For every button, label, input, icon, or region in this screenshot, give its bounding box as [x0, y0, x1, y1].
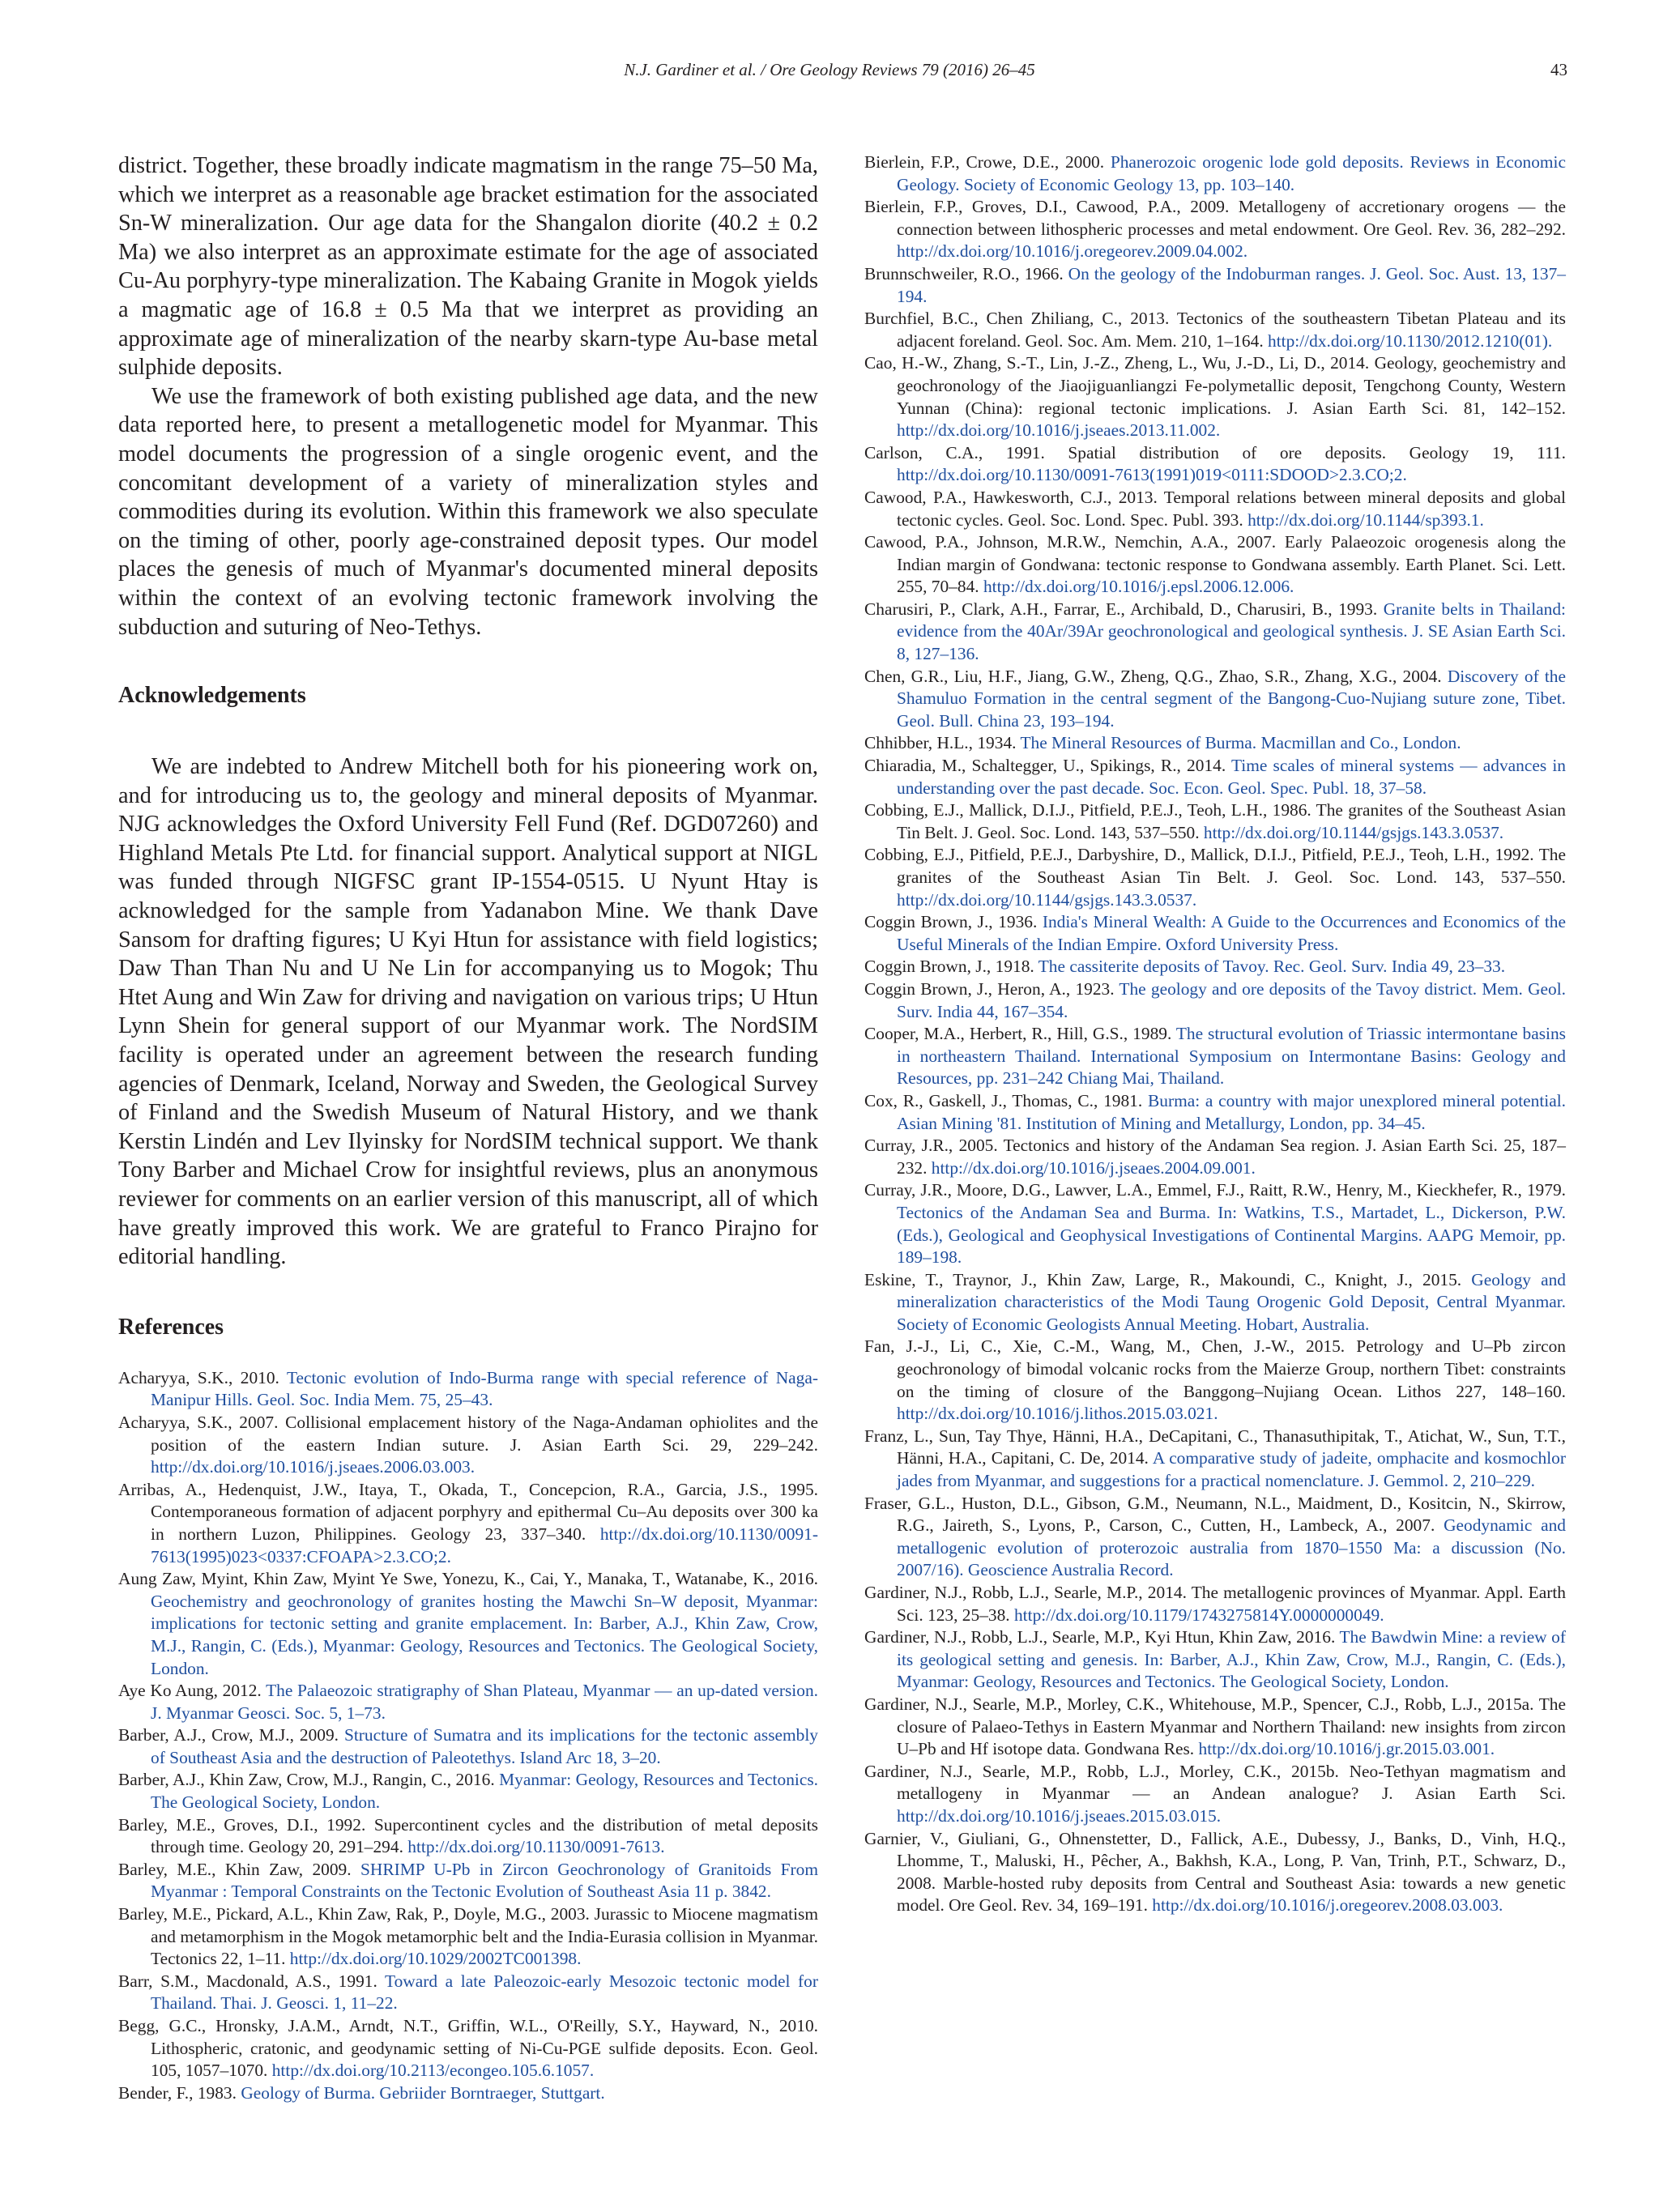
reference-link[interactable]: Burma: a country with major unexplored mineral potential. Asian Mining '81. Institution of Mining and Metallurgy, London, pp. 34–45.	[897, 1090, 1566, 1133]
reference-item	[864, 1694, 1566, 1761]
reference-text: Chhibber, H.L., 1934.	[864, 733, 1021, 753]
reference-item	[118, 1412, 818, 1479]
reference-text: Barber, A.J., Khin Zaw, Crow, M.J., Rangin, C., 2016.	[118, 1770, 500, 1790]
reference-text: Cawood, P.A., Hawkesworth, C.J., 2013. Temporal relations between mineral deposits and global tectonic cycles. Geol. Soc. Lond. Spec. Publ. 393.	[864, 487, 1566, 530]
reference-item	[864, 1426, 1566, 1493]
reference-text: Barr, S.M., Macdonald, A.S., 1991.	[118, 1971, 386, 1991]
reference-link[interactable]: http://dx.doi.org/10.1144/gsjgs.143.3.0537.	[1203, 822, 1504, 842]
right-column	[864, 151, 1566, 1917]
body-paragraph: district. Together, these broadly indicate magmatism in the range 75–50 Ma, which we interpret as a reasonable age bracket estimation for the associated Sn-W mineralization. Our age data for the Shangalon diorite (40.2 ± 0.2 Ma) we also interpret as an approximate estimate for the age of associated Cu-Au porphyry-type mineralization. The Kabaing Granite in Mogok yields a magmatic age of 16.8 ± 0.5 Ma that we interpret as providing an approximate age of mineralization of the nearby skarn-type Au-base metal sulphide deposits.	[118, 153, 818, 381]
reference-link[interactable]: A comparative study of jadeite, omphacite and kosmochlor jades from Myanmar, and suggestions for a practical nomenclature. J. Gemmol. 2, 210–229.	[897, 1448, 1566, 1491]
reference-item	[864, 308, 1566, 352]
reference-text: Eskine, T., Traynor, J., Khin Zaw, Large, R., Makoundi, C., Knight, J., 2015.	[864, 1269, 1472, 1289]
reference-link[interactable]: Geology of Burma. Gebriider Borntraeger, Stuttgart.	[241, 2082, 605, 2103]
acknowledgements-heading: Acknowledgements	[118, 683, 306, 709]
reference-text: Fan, J.-J., Li, C., Xie, C.-M., Wang, M., Chen, J.-W., 2015. Petrology and U–Pb zircon geochronology of bimodal volcanic rocks from the Maierze Group, northern Tibet: constraints on the timing of closure of the Banggong–Nujiang Ocean. Lithos 227, 148–160.	[864, 1336, 1566, 1401]
reference-text: Bierlein, F.P., Groves, D.I., Cawood, P.A., 2009. Metallogeny of accretionary orogens — the connection between lithospheric processes and metal endowment. Ore Geol. Rev. 36, 282–292.	[864, 197, 1566, 239]
reference-link[interactable]: Geochemistry and geochronology of granites hosting the Mawchi Sn–W deposit, Myanmar: implications for tectonic setting and granite emplacement. In: Barber, A.J., Khin Zaw, Crow, M.J., Rangin, C. (Eds.), Myanmar: Geology, Resources and Tectonics. The Geological Society, London.	[151, 1591, 818, 1678]
reference-text: Gardiner, N.J., Robb, L.J., Searle, M.P., 2014. The metallogenic provinces of Myanmar. Appl. Earth Sci. 123, 25–38.	[864, 1583, 1566, 1625]
reference-link[interactable]: http://dx.doi.org/10.1130/0091-7613(1995)023<0337:CFOAPA>2.3.CO;2.	[151, 1524, 818, 1566]
reference-item	[864, 1828, 1566, 1917]
reference-item	[864, 531, 1566, 599]
reference-link[interactable]: http://dx.doi.org/10.1029/2002TC001398.	[289, 1949, 582, 1969]
reference-link[interactable]: Time scales of mineral systems — advances in understanding over the past decade. Soc. Econ. Geol. Spec. Publ. 18, 37–58.	[897, 756, 1566, 798]
reference-link[interactable]: Tectonic evolution of Indo-Burma range with special reference of Naga-Manipur Hills. Geol. Soc. India Mem. 75, 25–43.	[151, 1367, 818, 1410]
reference-text: Cobbing, E.J., Mallick, D.I.J., Pitfield, P.E.J., Teoh, L.H., 1986. The granites of the Southeast Asian Tin Belt. J. Geol. Soc. Lond. 143, 537–550.	[864, 800, 1566, 842]
reference-link[interactable]: http://dx.doi.org/10.1130/0091-7613(1991)019<0111:SDOOD>2.3.CO;2.	[897, 465, 1407, 485]
reference-item	[864, 1336, 1566, 1425]
reference-item	[864, 487, 1566, 531]
reference-text: Barber, A.J., Crow, M.J., 2009.	[118, 1725, 344, 1745]
body-paragraph: We use the framework of both existing published age data, and the new data reported here, to present a metallogenetic model for Myanmar. This model documents the progression of a single orogenic event, and the concomitant development of a variety of mineralization styles and commodities during its evolution. Within this framework we also speculate on the timing of other, poorly age-constrained deposit types. Our model places the genesis of much of Myanmar's documented mineral deposits within the context of an evolving tectonic framework involving the subduction and suturing of Neo-Tethys.	[118, 383, 818, 640]
reference-link[interactable]: http://dx.doi.org/10.1179/1743275814Y.0000000049.	[1013, 1605, 1384, 1625]
reference-text: Gardiner, N.J., Searle, M.P., Morley, C.K., Whitehouse, M.P., Spencer, C.J., Robb, L.J., 2015a. The closure of Palaeo-Tethys in Eastern Myanmar and Northern Thailand: new insights from zircon U–Pb and Hf isotope data. Gondwana Res.	[864, 1694, 1566, 1759]
reference-link[interactable]: The Palaeozoic stratigraphy of Shan Plateau, Myanmar — an up-dated version. J. Myanmar Geosci. Soc. 5, 1–73.	[151, 1681, 818, 1723]
reference-text: Gardiner, N.J., Searle, M.P., Robb, L.J., Morley, C.K., 2015b. Neo-Tethyan magmatism and metallogeny in Myanmar — an Andean analogue? J. Asian Earth Sci.	[864, 1761, 1566, 1804]
reference-text: Coggin Brown, J., 1918.	[864, 957, 1038, 977]
reference-link[interactable]: http://dx.doi.org/10.1016/j.gr.2015.03.001.	[1198, 1739, 1495, 1759]
reference-text: Franz, L., Sun, Tay Thye, Hänni, H.A., DeCapitani, C., Thanasuthipitak, T., Atichat, W., Sun, T.T., Hänni, H.A., Capitani, C. De, 2014.	[864, 1426, 1566, 1468]
reference-link[interactable]: Toward a late Paleozoic-early Mesozoic tectonic model for Thailand. Thai. J. Geosci. 1, 11–22.	[151, 1971, 818, 2014]
reference-item	[864, 844, 1566, 911]
reference-link[interactable]: Phanerozoic orogenic lode gold deposits. Reviews in Economic Geology. Society of Economic Geology 13, pp. 103–140.	[897, 152, 1566, 194]
reference-item	[118, 1814, 818, 1859]
reference-text: Curray, J.R., Moore, D.G., Lawver, L.A., Emmel, F.J., Raitt, R.W., Henry, M., Kieckhefer, R., 1979.	[864, 1180, 1566, 1200]
reference-link[interactable]: SHRIMP U-Pb in Zircon Geochronology of Granitoids From Myanmar : Temporal Constraints on the Tectonic Evolution of Southeast Asia 11 p. 3842.	[151, 1859, 818, 1902]
reference-text: Barley, M.E., Groves, D.I., 1992. Supercontinent cycles and the distribution of metal deposits through time. Geology 20, 291–294.	[118, 1814, 818, 1857]
reference-link[interactable]: http://dx.doi.org/10.1144/gsjgs.143.3.0537.	[897, 889, 1197, 910]
reference-link[interactable]: The Mineral Resources of Burma. Macmillan and Co., London.	[1020, 733, 1461, 753]
reference-link[interactable]: India's Mineral Wealth: A Guide to the Occurrences and Economics of the Useful Minerals of the Indian Empire. Oxford University Press.	[897, 912, 1567, 954]
reference-link[interactable]: On the geology of the Indoburman ranges. J. Geol. Soc. Aust. 13, 137–194.	[897, 263, 1566, 306]
reference-item	[118, 1724, 818, 1769]
reference-link[interactable]: Tectonics of the Andaman Sea and Burma. In: Watkins, T.S., Martadet, L., Dickerson, P.W. (Eds.), Geological and Geophysical Investigations of Continental Margins. AAPG Memoir, pp. 189–198.	[897, 1202, 1566, 1268]
reference-item	[118, 1903, 818, 1971]
reference-link[interactable]: The cassiterite deposits of Tavoy. Rec. Geol. Surv. India 49, 23–33.	[1038, 957, 1506, 977]
reference-item	[118, 2015, 818, 2082]
reference-text: Charusiri, P., Clark, A.H., Farrar, E., Archibald, D., Charusiri, B., 1993.	[864, 599, 1384, 619]
reference-link[interactable]: http://dx.doi.org/10.1130/0091-7613.	[407, 1837, 665, 1857]
reference-item	[864, 599, 1566, 666]
reference-item	[864, 1582, 1566, 1626]
reference-link[interactable]: Myanmar: Geology, Resources and Tectonics. The Geological Society, London.	[151, 1770, 818, 1813]
reference-item	[864, 442, 1566, 487]
reference-text: Cobbing, E.J., Pitfield, P.E.J., Darbyshire, D., Mallick, D.I.J., Pitfield, P.E.J., Teoh, L.H., 1992. The granites of the Southeast Asian Tin Belt. J. Geol. Soc. Lond. 143, 537–550.	[864, 845, 1566, 887]
reference-text: Bierlein, F.P., Crowe, D.E., 2000.	[864, 152, 1111, 172]
reference-item	[118, 1971, 818, 2015]
reference-link[interactable]: Discovery of the Shamuluo Formation in the central segment of the Bangong-Cuo-Nujiang suture zone, Tibet. Geol. Bull. China 23, 193–194.	[897, 666, 1567, 731]
reference-text: Carlson, C.A., 1991. Spatial distribution of ore deposits. Geology 19, 111.	[864, 442, 1566, 462]
left-column	[118, 151, 818, 2104]
reference-link[interactable]: http://dx.doi.org/10.1016/j.jseaes.2004.09.001.	[931, 1157, 1256, 1178]
reference-link[interactable]: http://dx.doi.org/10.1016/j.lithos.2015.03.021.	[897, 1404, 1218, 1424]
reference-text: Brunnschweiler, R.O., 1966.	[864, 263, 1068, 283]
reference-item	[864, 978, 1566, 1023]
reference-text: Chiaradia, M., Schaltegger, U., Spikings, R., 2014.	[864, 756, 1231, 776]
reference-link[interactable]: http://dx.doi.org/10.2113/econgeo.105.6.1057.	[271, 2061, 595, 2081]
reference-link[interactable]: Geology and mineralization characteristics of the Modi Taung Orogenic Gold Deposit, Central Myanmar. Society of Economic Geologists Annual Meeting. Hobart, Australia.	[897, 1269, 1566, 1334]
reference-link[interactable]: http://dx.doi.org/10.1016/j.jseaes.2015.03.015.	[897, 1805, 1222, 1826]
reference-item	[864, 196, 1566, 263]
reference-item	[864, 755, 1566, 799]
reference-item	[864, 1493, 1566, 1582]
reference-text: Fraser, G.L., Huston, D.L., Gibson, G.M., Neumann, N.L., Maidment, D., Kositcin, N., Skirrow, R.G., Jaireth, S., Lyons, P., Carson, C., Cutten, H., Lambeck, A., 2007.	[864, 1493, 1566, 1536]
reference-item	[864, 151, 1566, 196]
reference-link[interactable]: http://dx.doi.org/10.1016/j.epsl.2006.12.006.	[983, 577, 1294, 597]
reference-text: Begg, G.C., Hronsky, J.A.M., Arndt, N.T., Griffin, W.L., O'Reilly, S.Y., Hayward, N., 2010. Lithospheric, cratonic, and geodynamic setting of Ni-Cu-PGE sulfide deposits. Econ. Geol. 105, 1057–1070.	[118, 2016, 818, 2081]
reference-item	[118, 1769, 818, 1813]
reference-text: Acharyya, S.K., 2007. Collisional emplacement history of the Naga-Andaman ophiolites and the position of the eastern Indian suture. J. Asian Earth Sci. 29, 229–242.	[118, 1412, 818, 1455]
reference-link[interactable]: The structural evolution of Triassic intermontane basins in northeastern Thailand. International Symposium on Intermontane Basins: Geology and Resources, pp. 231–242 Chiang Mai, Thailand.	[897, 1024, 1566, 1089]
reference-text: Aye Ko Aung, 2012.	[118, 1681, 267, 1701]
reference-link[interactable]: Geodynamic and metallogenic evolution of proterozoic australia from 1870–1550 Ma: a discussion (No. 2007/16). Geoscience Australia Record.	[897, 1515, 1566, 1580]
reference-item	[864, 732, 1566, 755]
reference-text: Barley, M.E., Pickard, A.L., Khin Zaw, Rak, P., Doyle, M.G., 2003. Jurassic to Miocene magmatism and metamorphism in the Mogok metamorphic belt and the India-Eurasia collision in Myanmar. Tectonics 22, 1–11.	[118, 1904, 818, 1969]
running-header	[0, 60, 1659, 86]
reference-item	[118, 1859, 818, 1903]
reference-text: Cawood, P.A., Johnson, M.R.W., Nemchin, A.A., 2007. Early Palaeozoic orogenesis along the Indian margin of Gondwana: tectonic response to Gondwana assembly. Earth Planet. Sci. Lett. 255, 70–84.	[864, 532, 1566, 597]
reference-text: Aung Zaw, Myint, Khin Zaw, Myint Ye Swe, Yonezu, K., Cai, Y., Manaka, T., Watanabe, K., 2016.	[118, 1569, 818, 1589]
reference-link[interactable]: http://dx.doi.org/10.1016/j.jseaes.2013.11.002.	[897, 420, 1221, 441]
reference-text: Cao, H.-W., Zhang, S.-T., Lin, J.-Z., Zheng, L., Wu, J.-D., Li, D., 2014. Geology, geochemistry and geochronology of the Jiaojiguanliangzi Fe-polymetallic deposit, Tengchong County, Western Yunnan (China): regional tectonic implications. J. Asian Earth Sci. 81, 142–152.	[864, 353, 1566, 418]
reference-text: Chen, G.R., Liu, H.F., Jiang, G.W., Zheng, Q.G., Zhao, S.R., Zhang, X.G., 2004.	[864, 666, 1448, 686]
reference-item	[118, 1680, 818, 1724]
reference-text: Gardiner, N.J., Robb, L.J., Searle, M.P., Kyi Htun, Khin Zaw, 2016.	[864, 1627, 1340, 1647]
reference-link[interactable]: http://dx.doi.org/10.1144/sp393.1.	[1247, 509, 1484, 530]
reference-link[interactable]: http://dx.doi.org/10.1130/2012.1210(01).	[1268, 330, 1553, 351]
reference-item	[118, 1568, 818, 1680]
reference-text: Garnier, V., Giuliani, G., Ohnenstetter, D., Fallick, A.E., Dubessy, J., Banks, D., Vinh, H.Q., Lhomme, T., Maluski, H., Pêcher, A., Bakhsh, K.A., Long, P. Van, Trinh, P.T., Schwarz, D., 2008. Marble-hosted ruby deposits from Central and Southeast Asia: towards a new genetic model. Ore Geol. Rev. 34, 169–191.	[864, 1828, 1566, 1916]
reference-item	[864, 666, 1566, 733]
reference-item	[864, 1135, 1566, 1179]
reference-item	[118, 2082, 818, 2105]
reference-item	[864, 1023, 1566, 1090]
reference-item	[864, 1090, 1566, 1135]
reference-text: Coggin Brown, J., 1936.	[864, 912, 1043, 932]
reference-item	[118, 1367, 818, 1412]
reference-link[interactable]: http://dx.doi.org/10.1016/j.jseaes.2006.03.003.	[151, 1457, 476, 1477]
reference-text: Burchfiel, B.C., Chen Zhiliang, C., 2013. Tectonics of the southeastern Tibetan Plateau and its adjacent foreland. Geol. Soc. Am. Mem. 210, 1–164.	[864, 309, 1566, 351]
reference-item	[864, 1269, 1566, 1336]
reference-link[interactable]: http://dx.doi.org/10.1016/j.oregeorev.2008.03.003.	[1152, 1895, 1503, 1916]
reference-item	[864, 911, 1566, 956]
reference-text: Acharyya, S.K., 2010.	[118, 1367, 287, 1387]
reference-link[interactable]: Structure of Sumatra and its implications for the tectonic assembly of Southeast Asia and the destruction of Paleotethys. Island Arc 18, 3–20.	[151, 1725, 818, 1767]
reference-item	[864, 956, 1566, 978]
reference-list-right	[864, 151, 1566, 1917]
reference-link[interactable]: http://dx.doi.org/10.1016/j.oregeorev.2009.04.002.	[897, 241, 1248, 262]
reference-item	[864, 1179, 1566, 1268]
references-heading: References	[118, 1314, 224, 1340]
reference-text: Cox, R., Gaskell, J., Thomas, C., 1981.	[864, 1090, 1148, 1110]
reference-text: Cooper, M.A., Herbert, R., Hill, G.S., 1989.	[864, 1024, 1176, 1044]
reference-link[interactable]: The geology and ore deposits of the Tavoy district. Mem. Geol. Surv. India 44, 167–354.	[897, 978, 1566, 1021]
reference-text: Coggin Brown, J., Heron, A., 1923.	[864, 978, 1120, 999]
reference-item	[118, 1479, 818, 1568]
reference-item	[864, 1626, 1566, 1694]
reference-list-left	[118, 1367, 818, 2105]
reference-link[interactable]: The Bawdwin Mine: a review of its geological setting and genesis. In: Barber, A.J., Khin Zaw, Crow, M.J., Rangin, C. (Eds.), Myanmar: Geology, Resources and Tectonics. The Geological Society, London.	[897, 1627, 1566, 1692]
reference-link[interactable]: Granite belts in Thailand: evidence from the 40Ar/39Ar geochronological and geological synthesis. J. SE Asian Earth Sci. 8, 127–136.	[897, 599, 1567, 664]
reference-item	[864, 263, 1566, 308]
reference-item	[864, 352, 1566, 441]
reference-text: Barley, M.E., Khin Zaw, 2009.	[118, 1859, 360, 1879]
reference-item	[864, 799, 1566, 844]
reference-text: Bender, F., 1983.	[118, 2082, 241, 2103]
running-title: N.J. Gardiner et al. / Ore Geology Reviews 79 (2016) 26–45	[624, 60, 1035, 79]
reference-item	[864, 1761, 1566, 1828]
page-number: 43	[1550, 60, 1567, 79]
reference-text: Arribas, A., Hedenquist, J.W., Itaya, T., Okada, T., Concepcion, R.A., Garcia, J.S., 1995. Contemporaneous formation of adjacent porphyry and epithermal Cu–Au deposits over 300 ka in northern Luzon, Philippines. Geology 23, 337–340.	[118, 1479, 818, 1544]
reference-text: Curray, J.R., 2005. Tectonics and history of the Andaman Sea region. J. Asian Earth Sci. 25, 187–232.	[864, 1136, 1566, 1178]
acknowledgements-text: We are indebted to Andrew Mitchell both for his pioneering work on, and for introducing us to, the geology and mineral deposits of Myanmar. NJG acknowledges the Oxford University Fell Fund (Ref. DGD07260) and Highland Metals Pte Ltd. for financial support. Analytical support at NIGL was funded through NIGFSC grant IP-1554-0515. U Nyunt Htay is acknowledged for the sample from Yadanabon Mine. We thank Dave Sansom for drafting figures; U Kyi Htun for assistance with field logistics; Daw Than Than Nu and U Ne Lin for accompanying us to Mogok; Thu Htet Aung and Win Zaw for driving and navigation on various trips; U Htun Lynn Shein for general support of our Myanmar work. The NordSIM facility is operated under an agreement between the research funding agencies of Denmark, Iceland, Norway and Sweden, the Geological Survey of Finland and the Swedish Museum of Natural History, and we thank Kerstin Lindén and Lev Ilyinsky for NordSIM technical support. We thank Tony Barber and Michael Crow for insightful reviews, plus an anonymous reviewer for comments on an earlier version of this manuscript, all of which have greatly improved this work. We are grateful to Franco Pirajno for editorial handling.	[118, 754, 818, 1270]
